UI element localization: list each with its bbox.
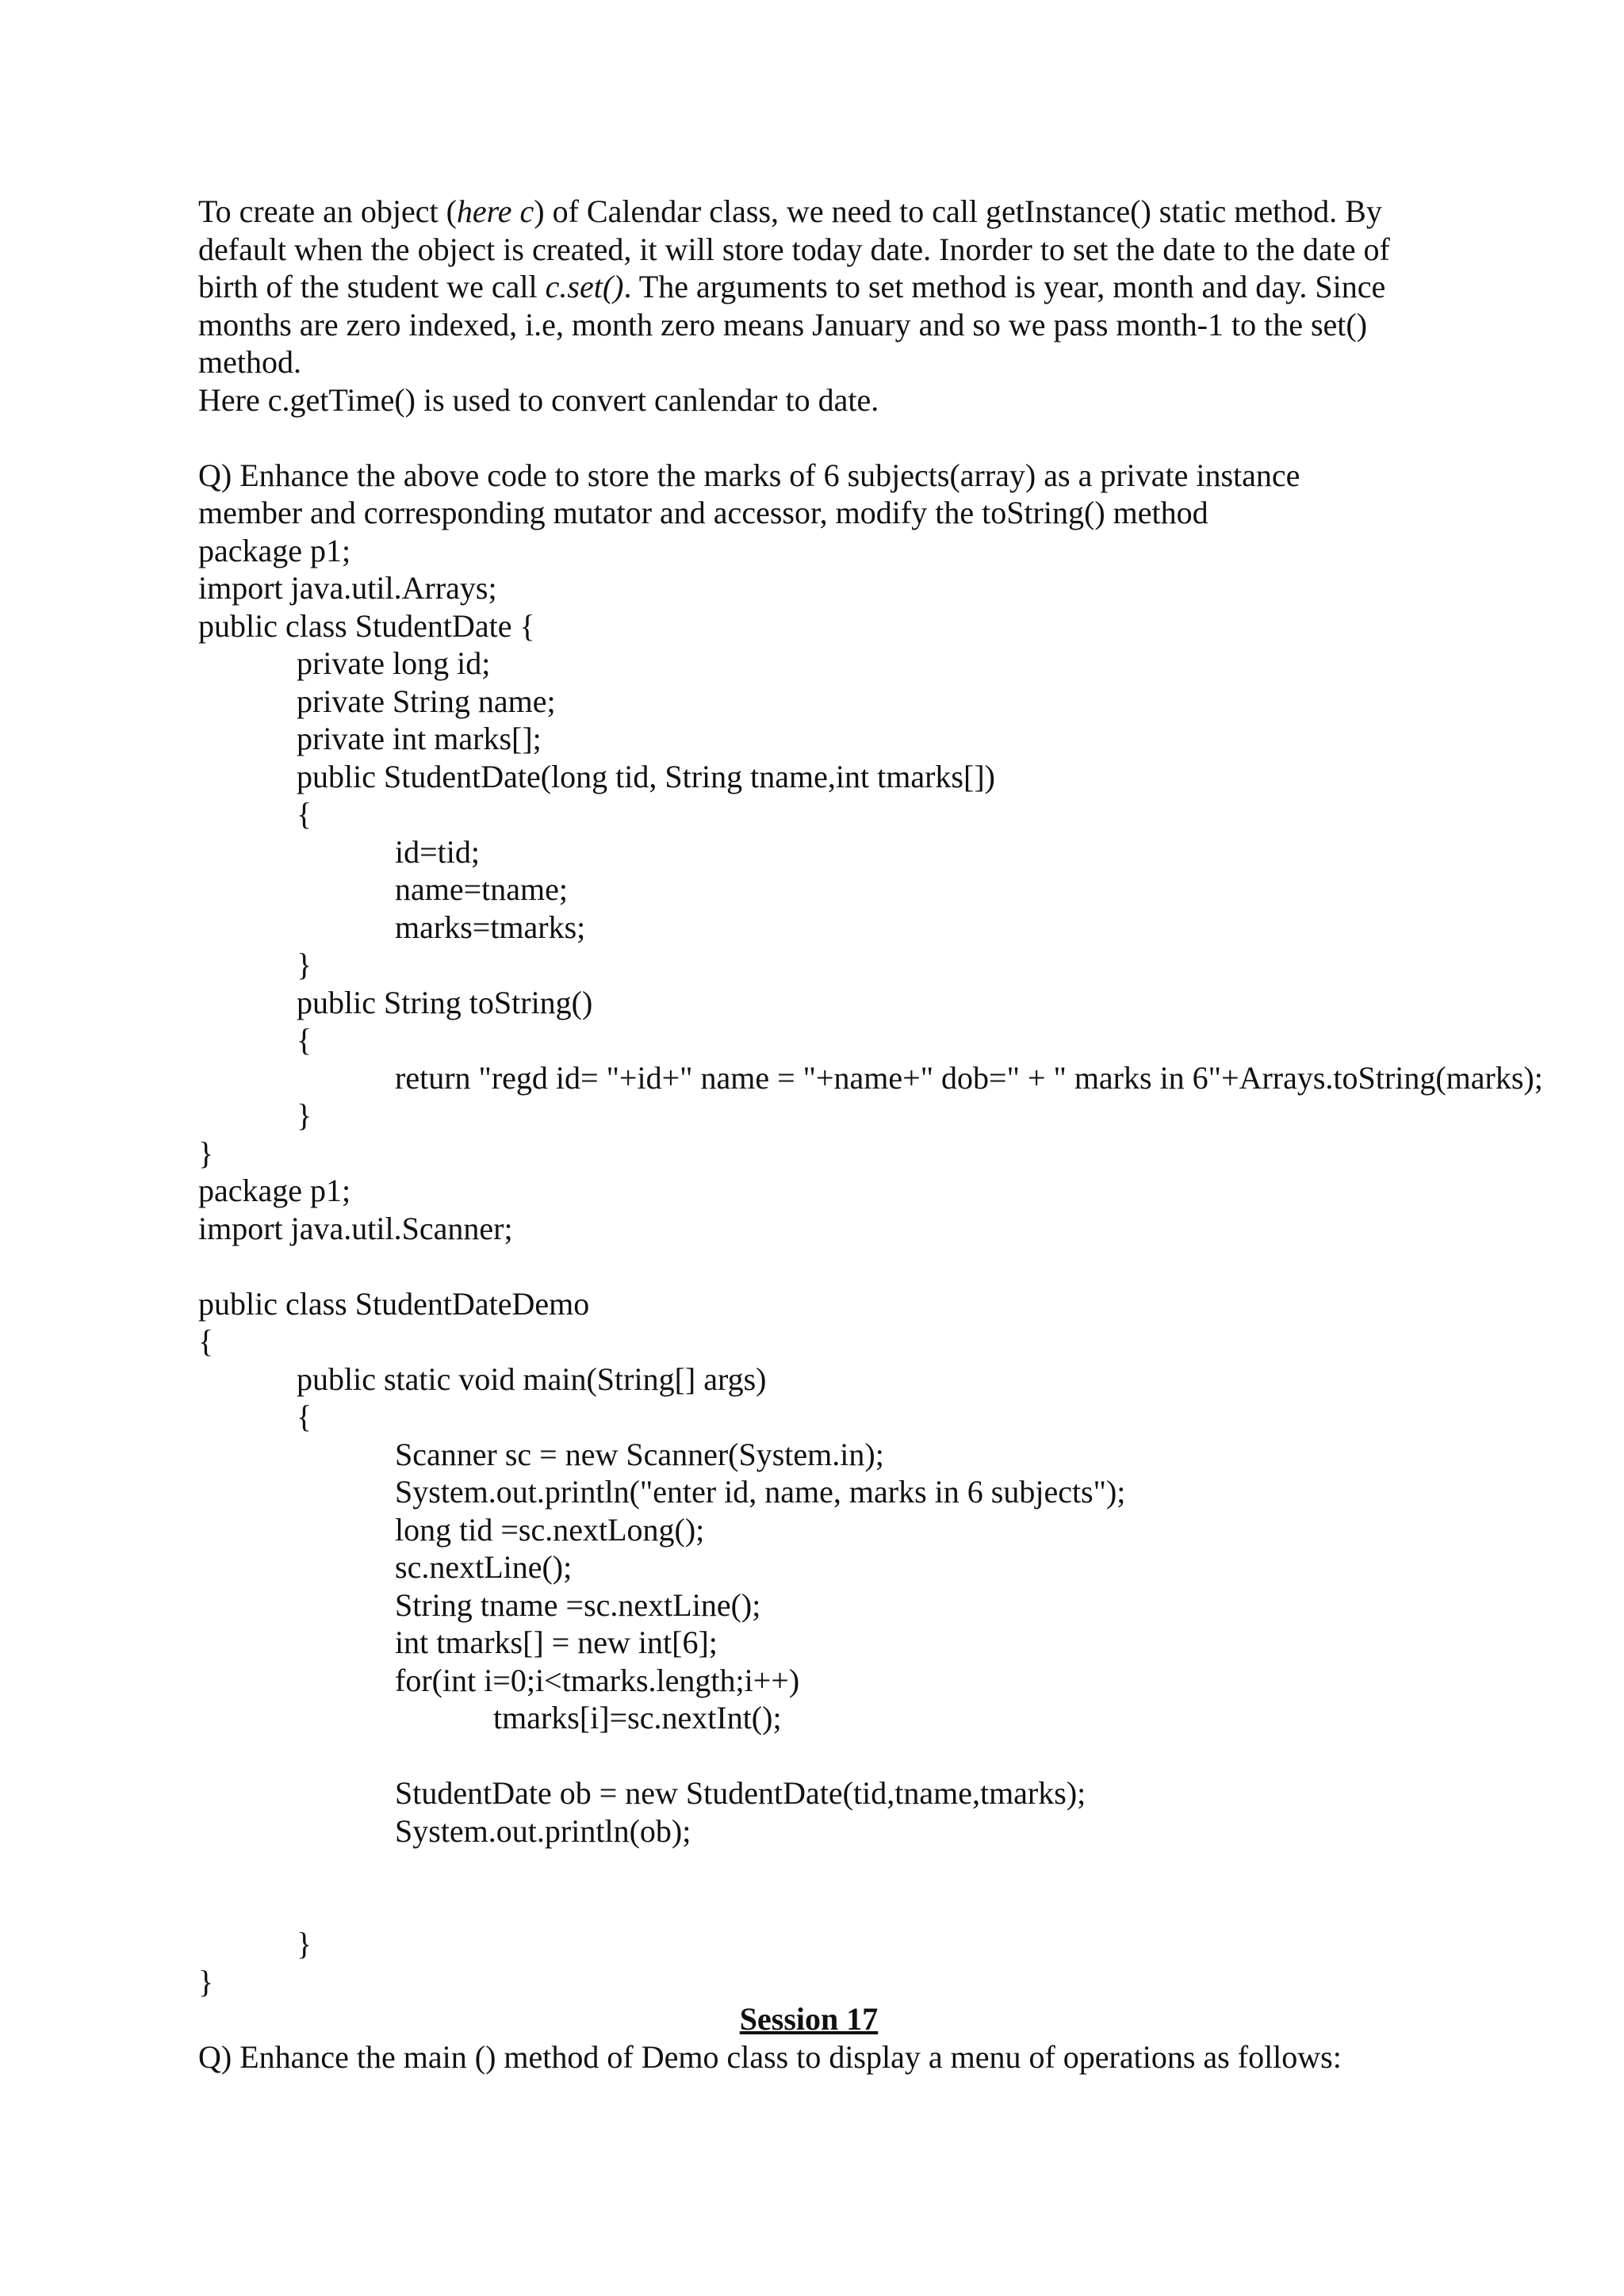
intro-paragraph (198, 193, 1594, 419)
code-line: { (297, 1399, 312, 1434)
spacer (198, 419, 1594, 457)
code-line: } (297, 947, 312, 982)
intro-line: default when the object is created, it will store today date. Inorder to set the date to the date of (198, 231, 1390, 267)
question-line: Q) Enhance the main () method of Demo class to display a menu of operations as follows: (198, 2038, 1342, 2075)
code-line: package p1; (198, 1173, 351, 1208)
code-listing-studentdate (198, 532, 1594, 1173)
code-listing-studentdatedemo (198, 1172, 1594, 2000)
code-line: System.out.println("enter id, name, marks in 6 subjects"); (395, 1474, 1126, 1510)
code-line: } (198, 1963, 214, 1999)
code-line: sc.nextLine(); (395, 1549, 573, 1585)
code-line: marks=tmarks; (395, 909, 586, 945)
spacer (198, 1737, 1594, 1775)
code-line: String tname =sc.nextLine(); (395, 1586, 761, 1623)
code-line: public StudentDate(long tid, String tname,int tmarks[]) (297, 758, 995, 794)
code-line: Scanner sc = new Scanner(System.in); (395, 1436, 884, 1472)
code-line: System.out.println(ob); (395, 1812, 691, 1849)
code-line: StudentDate ob = new StudentDate(tid,tname,tmarks); (395, 1775, 1086, 1811)
code-line: public static void main(String[] args) (297, 1360, 767, 1397)
session-heading: Session 17 (739, 2001, 879, 2037)
code-line: for(int i=0;i<tmarks.length;i++) (395, 1662, 800, 1698)
intro-line: method. (198, 344, 301, 380)
code-line: id=tid; (395, 833, 481, 870)
code-line: long tid =sc.nextLong(); (395, 1511, 705, 1548)
code-line: int tmarks[] = new int[6]; (395, 1624, 718, 1660)
code-line: public String toString() (297, 984, 593, 1020)
code-line: { (297, 1022, 312, 1058)
code-line: private long id; (297, 645, 491, 681)
code-line: } (297, 1097, 312, 1133)
code-line: package p1; (198, 532, 351, 568)
code-line: tmarks[i]=sc.nextInt(); (493, 1700, 782, 1735)
intro-line: months are zero indexed, i.e, month zero means January and so we pass month-1 to the set() (198, 306, 1368, 342)
code-line: { (198, 1323, 214, 1359)
intro-line: Here c.getTime() is used to convert canlendar to date. (198, 381, 879, 418)
intro-line: To create an object (here c) of Calendar class, we need to call getInstance() static method. By (198, 193, 1382, 229)
code-line: } (198, 1135, 214, 1171)
question-paragraph (198, 457, 1594, 532)
spacer (198, 1247, 1594, 1285)
spacer (198, 1850, 1594, 1888)
code-line: public class StudentDateDemo (198, 1285, 590, 1322)
code-line: { (297, 796, 312, 832)
code-line: private int marks[]; (297, 721, 542, 756)
question-line: member and corresponding mutator and accessor, modify the toString() method (198, 495, 1208, 530)
code-line: public class StudentDate { (198, 607, 535, 644)
question-line: Q) Enhance the above code to store the marks of 6 subjects(array) as a private instance (198, 457, 1300, 493)
code-line: name=tname; (395, 871, 569, 907)
code-line: import java.util.Scanner; (198, 1210, 513, 1246)
code-line: import java.util.Arrays; (198, 570, 497, 606)
document-page (198, 193, 1594, 2076)
code-line: private String name; (297, 683, 556, 719)
code-line: } (297, 1926, 312, 1961)
code-line: return "regd id= "+id+" name = "+name+" dob=" + " marks in 6"+Arrays.toString(marks); (395, 1059, 1543, 1096)
intro-line: birth of the student we call c.set(). The arguments to set method is year, month and day. Since (198, 269, 1386, 304)
spacer (198, 1888, 1594, 1926)
